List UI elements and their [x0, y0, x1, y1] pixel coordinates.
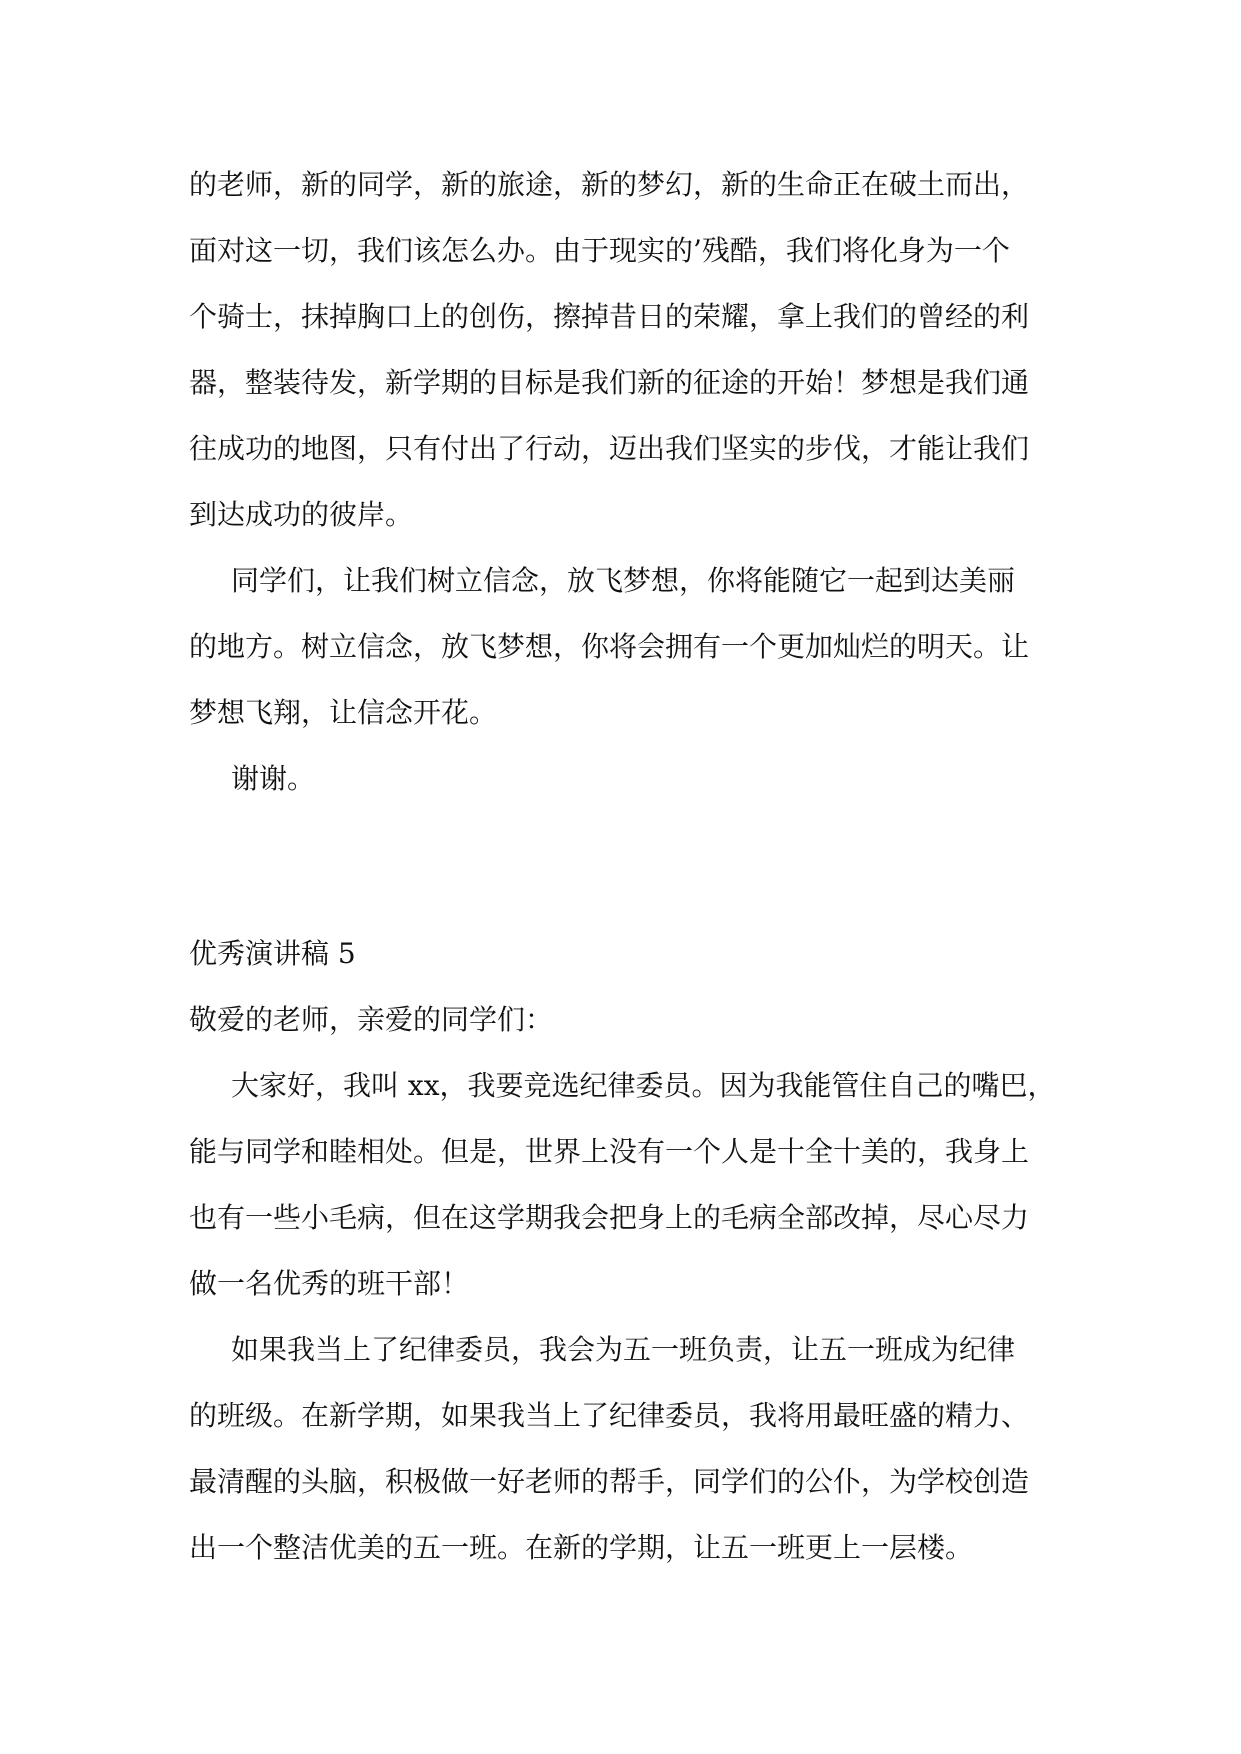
- paragraph-line: 到达成功的彼岸。: [189, 498, 414, 531]
- section-heading: 优秀演讲稿 5: [189, 937, 356, 970]
- paragraph-line: 出一个整洁优美的五一班。在新的学期，让五一班更上一层楼。: [189, 1531, 974, 1564]
- paragraph-line: 如果我当上了纪律委员，我会为五一班负责，让五一班成为纪律: [231, 1333, 1016, 1366]
- paragraph-line: 大家好，我叫 xx，我要竞选纪律委员。因为我能管住自己的嘴巴，: [231, 1069, 1056, 1102]
- paragraph-line: 的地方。树立信念，放飞梦想，你将会拥有一个更加灿烂的明天。让: [189, 630, 1030, 663]
- paragraph-line: 往成功的地图，只有付出了行动，迈出我们坚实的步伐，才能让我们: [189, 432, 1030, 465]
- paragraph-line: 面对这一切，我们该怎么办。由于现实的’残酷，我们将化身为一个: [189, 234, 1010, 267]
- paragraph-line: 能与同学和睦相处。但是，世界上没有一个人是十全十美的，我身上: [189, 1135, 1030, 1168]
- salutation: 敬爱的老师，亲爱的同学们：: [189, 1003, 554, 1036]
- speech-continuation: [189, 152, 1069, 812]
- paragraph-line: 个骑士，抹掉胸口上的创伤，擦掉昔日的荣耀，拿上我们的曾经的利: [189, 300, 1030, 333]
- paragraph-line: 同学们，让我们树立信念，放飞梦想，你将能随它一起到达美丽: [231, 564, 1016, 597]
- paragraph-line: 器，整装待发，新学期的目标是我们新的征途的开始！梦想是我们通: [189, 366, 1030, 399]
- paragraph-line: 的老师，新的同学，新的旅途，新的梦幻，新的生命正在破土而出，: [189, 168, 1030, 201]
- paragraph-line: 做一名优秀的班干部！: [189, 1267, 470, 1300]
- closing-thanks: 谢谢。: [231, 762, 316, 795]
- paragraph-line: 的班级。在新学期，如果我当上了纪律委员，我将用最旺盛的精力、: [189, 1399, 1030, 1432]
- paragraph-line: 也有一些小毛病，但在这学期我会把身上的毛病全部改掉，尽心尽力: [189, 1201, 1030, 1234]
- paragraph-line: 梦想飞翔，让信念开花。: [189, 696, 498, 729]
- speech-5: [189, 921, 1069, 1581]
- paragraph-line: 最清醒的头脑，积极做一好老师的帮手，同学们的公仆，为学校创造: [189, 1465, 1030, 1498]
